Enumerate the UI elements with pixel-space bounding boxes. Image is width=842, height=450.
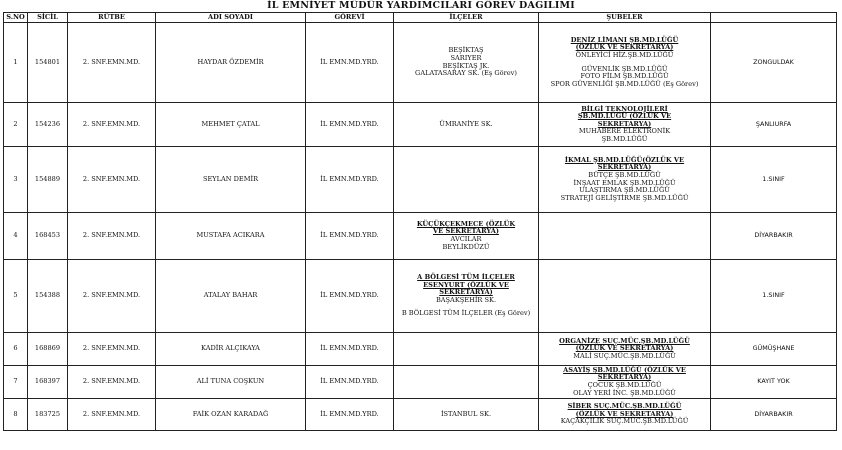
ilce-main: A BÖLGESİ TÜM İLÇELER xyxy=(417,273,515,282)
table-row xyxy=(4,333,837,366)
cell-gorevi: İL EMN.MD.YRD. xyxy=(306,147,394,213)
cell-ilceler xyxy=(394,103,539,147)
cell-ilceler xyxy=(394,366,539,399)
cell-gorevi: İL EMN.MD.YRD. xyxy=(306,23,394,103)
cell-il: KAYIT YOK xyxy=(711,366,837,399)
document-title: İL EMNİYET MÜDÜR YARDIMCILARI GÖREV DAĞILIMI xyxy=(267,0,575,11)
header-sno: S.NO xyxy=(4,13,28,23)
table-row xyxy=(4,260,837,333)
cell-gorevi: İL EMN.MD.YRD. xyxy=(306,213,394,260)
cell-adi-soyadi: FAİK OZAN KARADAĞ xyxy=(156,399,306,431)
table-row xyxy=(4,399,837,431)
sube-item: MUHABERE ELEKTRONİK xyxy=(578,127,671,136)
sube-item: ŞB.MD.LÜĞÜ xyxy=(601,134,648,143)
cell-adi-soyadi: MUSTAFA ACIKARA xyxy=(156,213,306,260)
sube-item: SPOR GÜVENLİĞİ ŞB.MD.LÜĞÜ (Eş Görev) xyxy=(550,79,699,88)
table-row xyxy=(4,213,837,260)
sube-item: FOTO FİLM ŞB.MD.LÜĞÜ xyxy=(580,72,669,81)
sube-item: GÜVENLİK ŞB.MD.LÜĞÜ xyxy=(581,64,668,73)
cell-gorevi: İL EMN.MD.YRD. xyxy=(306,366,394,399)
cell-sno: 5 xyxy=(4,260,28,333)
cell-sicil: 154388 xyxy=(28,260,68,333)
sube-item: KAÇAKÇILIK SUÇ.MÜC.ŞB.MD.LÜĞÜ xyxy=(560,417,689,426)
cell-il: GÜMÜŞHANE xyxy=(711,333,837,366)
ilce-main: ESENYURT (ÖZLÜK VE xyxy=(423,280,509,289)
table-header-row xyxy=(4,13,837,23)
cell-sno: 7 xyxy=(4,366,28,399)
cell-il: ZONGULDAK xyxy=(711,23,837,103)
ilce-item: BEYLİKDÜZÜ xyxy=(442,242,490,251)
cell-subeler xyxy=(539,103,711,147)
sube-main: İKMAL ŞB.MD.LÜĞÜ(ÖZLÜK VE xyxy=(564,155,685,164)
header-subeler: ŞUBELER xyxy=(539,13,711,23)
header-sicil: SİCİL xyxy=(28,13,68,23)
sube-main: BİLGİ TEKNOLOJİLERİ xyxy=(581,104,668,113)
cell-sicil: 168397 xyxy=(28,366,68,399)
sube-main: (ÖZLÜK VE SEKRETARYA) xyxy=(575,43,674,52)
sube-main: SEKRETARYA) xyxy=(597,163,652,172)
cell-adi-soyadi: ALİ TUNA COŞKUN xyxy=(156,366,306,399)
cell-ilceler xyxy=(394,147,539,213)
cell-subeler xyxy=(539,213,711,260)
cell-ilceler xyxy=(394,399,539,431)
cell-il: DİYARBAKIR xyxy=(711,213,837,260)
sube-item: BÜTÇE ŞB.MD.LÜĞÜ xyxy=(588,170,661,179)
sube-main: SEKRETARYA) xyxy=(597,373,652,382)
cell-gorevi: İL EMN.MD.YRD. xyxy=(306,399,394,431)
cell-adi-soyadi: KADİR ALÇIKAYA xyxy=(156,333,306,366)
cell-sno: 6 xyxy=(4,333,28,366)
cell-ilceler xyxy=(394,260,539,333)
table-row xyxy=(4,23,837,103)
cell-gorevi: İL EMN.MD.YRD. xyxy=(306,103,394,147)
cell-rutbe: 2. SNF.EMN.MD. xyxy=(68,366,156,399)
ilce-item: BEŞİKTAŞ JK. xyxy=(442,61,490,70)
cell-il: 1.SINIF xyxy=(711,260,837,333)
cell-ilceler xyxy=(394,23,539,103)
sube-item: OLAY YERİ İNC. ŞB.MD.LÜĞÜ xyxy=(573,388,676,397)
cell-ilceler xyxy=(394,213,539,260)
sube-main: SEKRETARYA) xyxy=(597,119,652,128)
cell-sicil: 168869 xyxy=(28,333,68,366)
sube-main: (ÖZLÜK VE SEKRETARYA) xyxy=(575,344,674,353)
cell-rutbe: 2. SNF.EMN.MD. xyxy=(68,103,156,147)
table-row xyxy=(4,147,837,213)
cell-gorevi: İL EMN.MD.YRD. xyxy=(306,260,394,333)
cell-subeler xyxy=(539,23,711,103)
table-row xyxy=(4,366,837,399)
header-il xyxy=(711,13,837,23)
sube-item: ULAŞTIRMA ŞB.MD.LÜĞÜ xyxy=(579,186,670,195)
sube-main: ASAYİŞ ŞB.MD.LÜĞÜ (ÖZLÜK VE xyxy=(563,365,686,374)
table-row xyxy=(4,103,837,147)
cell-rutbe: 2. SNF.EMN.MD. xyxy=(68,333,156,366)
cell-rutbe: 2. SNF.EMN.MD. xyxy=(68,23,156,103)
ilce-item: BEŞİKTAŞ xyxy=(448,46,484,55)
cell-rutbe: 2. SNF.EMN.MD. xyxy=(68,213,156,260)
cell-il: DİYARBAKIR xyxy=(711,399,837,431)
sube-main: ORGANİZE SUÇ.MÜC.ŞB.MD.LÜĞÜ xyxy=(559,336,690,345)
header-gorevi: GÖREVİ xyxy=(306,13,394,23)
cell-sno: 3 xyxy=(4,147,28,213)
ilce-item: SARIYER xyxy=(450,53,482,62)
sube-item: ÖNLEYİCİ HİZ.ŞB.MD.LÜĞÜ xyxy=(575,50,674,59)
cell-adi-soyadi: HAYDAR ÖZDEMİR xyxy=(156,23,306,103)
sube-main: SİBER SUÇ.MÜC.ŞB.MD.LÜĞÜ xyxy=(567,402,682,411)
cell-sno: 2 xyxy=(4,103,28,147)
ilce-item: GALATASARAY SK. (Eş Görev) xyxy=(415,69,517,78)
cell-subeler xyxy=(539,333,711,366)
cell-subeler xyxy=(539,260,711,333)
cell-gorevi: İL EMN.MD.YRD. xyxy=(306,333,394,366)
sube-main: ŞB.MD.LÜĞÜ (ÖZLÜK VE xyxy=(577,112,672,121)
ilce-item: İSTANBUL SK. xyxy=(440,409,492,418)
cell-adi-soyadi: ATALAY BAHAR xyxy=(156,260,306,333)
header-ilceler: İLÇELER xyxy=(394,13,539,23)
cell-rutbe: 2. SNF.EMN.MD. xyxy=(68,147,156,213)
sube-main: (ÖZLÜK VE SEKRETARYA) xyxy=(575,409,674,418)
cell-sno: 4 xyxy=(4,213,28,260)
ilce-item: ÜMRANİYE SK. xyxy=(439,119,493,128)
sube-main: DENİZ LİMANI ŞB.MD.LÜĞÜ xyxy=(570,35,679,44)
cell-sno: 8 xyxy=(4,399,28,431)
cell-ilceler xyxy=(394,333,539,366)
ilce-item: AVCILAR xyxy=(450,235,482,243)
cell-subeler xyxy=(539,366,711,399)
ilce-item: BAŞAKŞEHİR SK. xyxy=(435,295,497,304)
duty-table xyxy=(3,12,837,431)
cell-subeler xyxy=(539,147,711,213)
header-adi-soyadi: ADI SOYADI xyxy=(156,13,306,23)
cell-rutbe: 2. SNF.EMN.MD. xyxy=(68,260,156,333)
cell-subeler xyxy=(539,399,711,431)
cell-adi-soyadi: SEYLAN DEMİR xyxy=(156,147,306,213)
ilce-item: B BÖLGESİ TÜM İLÇELER (Eş Görev) xyxy=(401,309,531,318)
sube-item: STRATEJİ GELİŞTİRME ŞB.MD.LÜĞÜ xyxy=(560,193,689,202)
ilce-main: KÜÇÜKÇEKMECE (ÖZLÜK xyxy=(416,219,516,228)
ilce-main: VE SEKRETARYA) xyxy=(433,227,499,236)
cell-sno: 1 xyxy=(4,23,28,103)
cell-adi-soyadi: MEHMET ÇATAL xyxy=(156,103,306,147)
sube-item: MALİ SUÇ.MÜC.ŞB.MD.LÜĞÜ xyxy=(573,351,676,360)
cell-sicil: 183725 xyxy=(28,399,68,431)
cell-il: 1.SINIF xyxy=(711,147,837,213)
ilce-main: SEKRETARYA) xyxy=(439,288,493,297)
cell-sicil: 154236 xyxy=(28,103,68,147)
sube-item: İNŞAAT EMLAK ŞB.MD.LÜĞÜ xyxy=(573,178,676,187)
cell-il: ŞANLIURFA xyxy=(711,103,837,147)
cell-sicil: 154889 xyxy=(28,147,68,213)
cell-sicil: 154801 xyxy=(28,23,68,103)
header-rutbe: RÜTBE xyxy=(68,13,156,23)
sube-item: ÇOCUK ŞB.MD.LÜĞÜ xyxy=(587,381,662,389)
cell-rutbe: 2. SNF.EMN.MD. xyxy=(68,399,156,431)
cell-sicil: 168453 xyxy=(28,213,68,260)
